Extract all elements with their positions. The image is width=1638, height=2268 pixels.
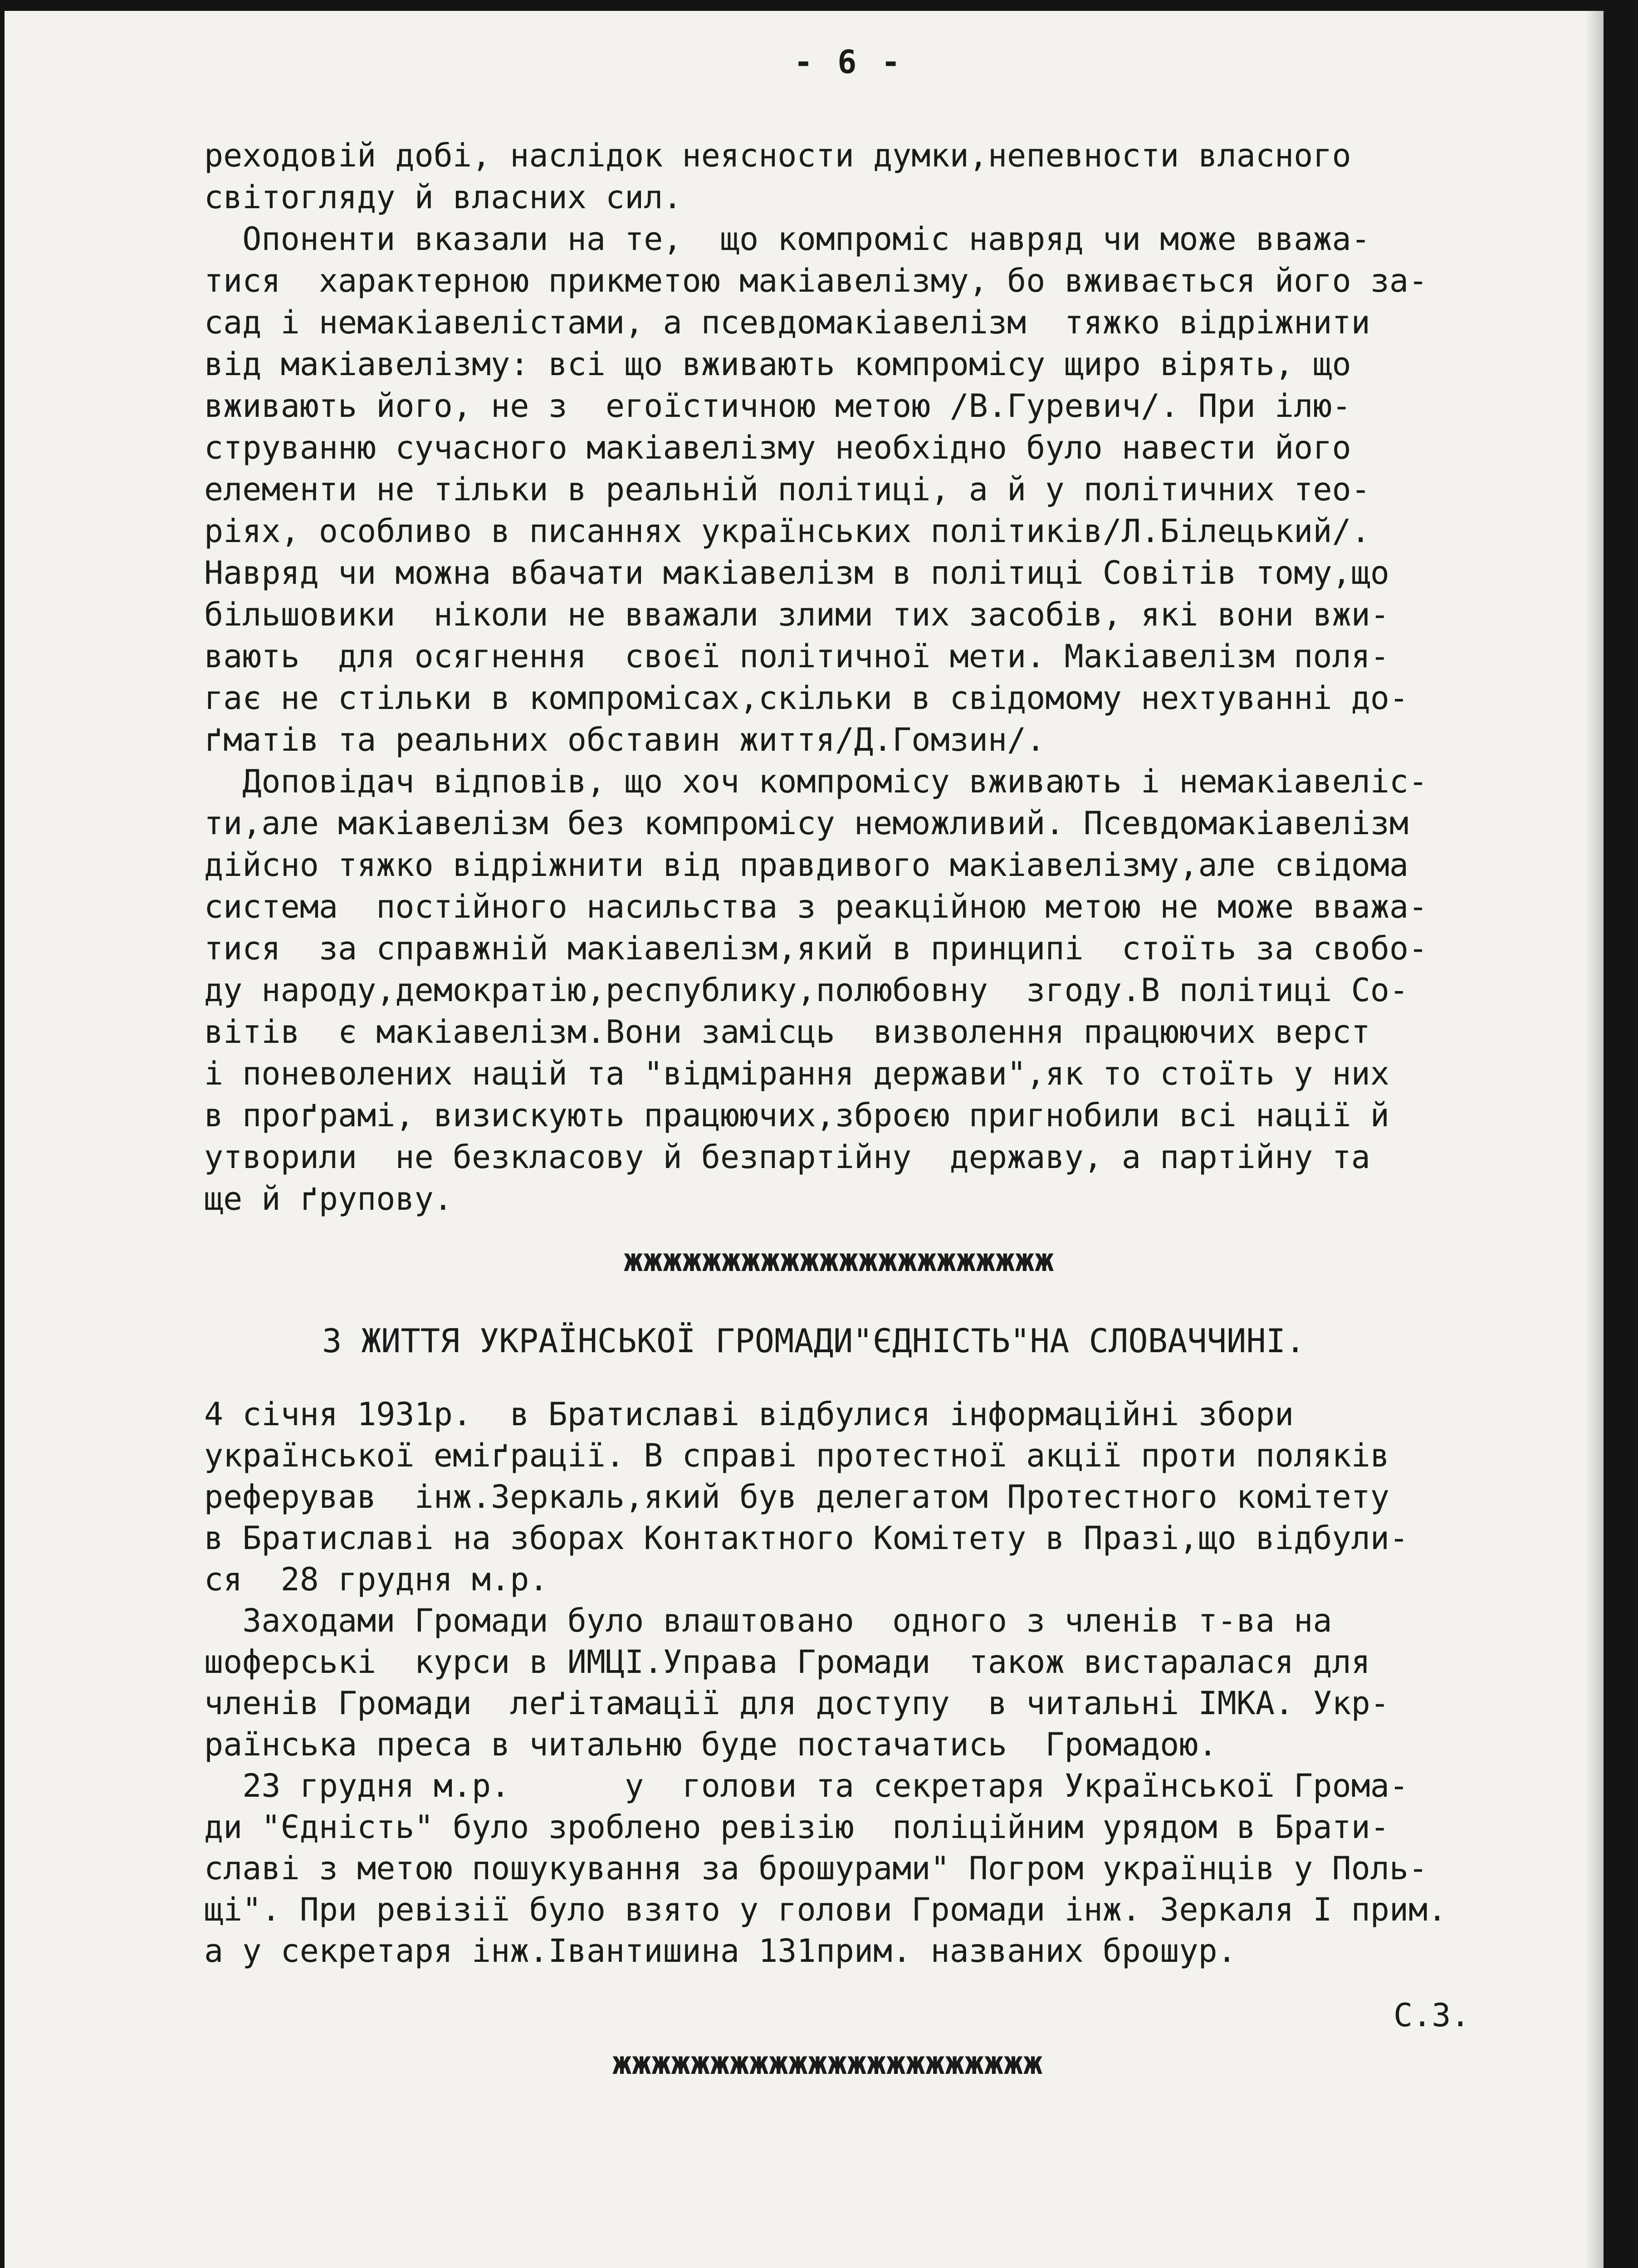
- text-line: 4 січня 1931р. в Братиславі відбулися інформаційні збори: [204, 1396, 1294, 1433]
- text-line: ґматів та реальних обставин життя/Д.Гомзин/.: [204, 721, 1046, 758]
- text-line: ріях, особливо в писаннях українських політиків/Л.Білецький/.: [204, 513, 1370, 550]
- text-line: вживають його, не з егоїстичною метою /В.Гуревич/. При ілю-: [204, 387, 1351, 425]
- text-line: утворили не безкласову й безпартійну державу, а партійну та: [204, 1139, 1370, 1176]
- text-line: і поневолених націй та "відмірання держави",як то стоїть у них: [204, 1055, 1389, 1092]
- text-line: членів Громади леґітамації для доступу в читальні ІМКА. Укр-: [204, 1685, 1389, 1722]
- text-line: від макіавелізму: всі що вживають компромісу щиро вірять, що: [204, 346, 1351, 383]
- text-line: Опоненти вказали на те, що компроміс навряд чи може вважа-: [204, 220, 1370, 258]
- text-line: ще й ґрупову.: [204, 1180, 453, 1217]
- text-line: української еміґрації. В справі протестної акції проти поляків: [204, 1437, 1389, 1474]
- text-line: Доповідач відповів, що хоч компромісу вживають і немакіавеліс-: [204, 763, 1428, 800]
- text-line: ся 28 грудня м.р.: [204, 1561, 548, 1598]
- text-line: реферував інж.Зеркаль,який був делегатом Протестного комітету: [204, 1478, 1389, 1515]
- text-line: в Братиславі на зборах Контактного Комітету в Празі,що відбули-: [204, 1520, 1409, 1557]
- page-number: - 6 -: [794, 44, 903, 81]
- text-line: раїнська преса в читальню буде постачатись Громадою.: [204, 1726, 1217, 1763]
- separator-one: жжжжжжжжжжжжжжжжжжжжжж: [624, 1242, 1055, 1279]
- text-line: Заходами Громади було влаштовано одного з членів т-ва на: [204, 1602, 1332, 1639]
- text-line: шоферські курси в ИМЦІ.Управа Громади також вистаралася для: [204, 1643, 1370, 1681]
- text-line: гає не стільки в компромісах,скільки в свідомому нехтуванні до-: [204, 679, 1409, 717]
- text-line: система постійного насильства з реакційною метою не може вважа-: [204, 888, 1428, 925]
- separator-two: жжжжжжжжжжжжжжжжжжжжжж: [612, 2044, 1043, 2082]
- signature: С.З.: [1394, 1997, 1470, 2034]
- text-line: славі з метою пошукування за брошурами" Погром українців у Поль-: [204, 1850, 1428, 1887]
- article-two-heading: З ЖИТТЯ УКРАЇНСЬКОЇ ГРОМАДИ"ЄДНІСТЬ"НА СЛОВАЧЧИНІ.: [322, 1322, 1306, 1360]
- text-line: а у секретаря інж.Івантишина 131прим. названих брошур.: [204, 1932, 1237, 1970]
- text-line: елементи не тільки в реальній політиці, а й у політичних тео-: [204, 471, 1370, 508]
- text-line: реходовій добі, наслідок неясности думки,непевности власного: [204, 137, 1351, 174]
- text-line: світогляду й власних сил.: [204, 179, 682, 216]
- text-line: сад і немакіавелістами, а псевдомакіавелізм тяжко відріжнити: [204, 304, 1370, 341]
- text-line: ти,але макіавелізм без компромісу неможливий. Псевдомакіавелізм: [204, 805, 1409, 842]
- text-line: більшовики ніколи не вважали злими тих засобів, які вони вжи-: [204, 596, 1389, 633]
- typewritten-page: [5, 11, 1604, 2268]
- text-line: дійсно тяжко відріжнити від правдивого макіавелізму,але свідома: [204, 846, 1409, 884]
- text-line: вають для осягнення своєї політичної мети. Макіавелізм поля-: [204, 638, 1389, 675]
- text-line: вітів є макіавелізм.Вони замісць визволення працюючих верст: [204, 1013, 1370, 1051]
- text-line: тися за справжній макіавелізм,який в принципі стоїть за свобо-: [204, 930, 1428, 967]
- text-line: Навряд чи можна вбачати макіавелізм в політиці Совітів тому,що: [204, 554, 1389, 591]
- text-line: ди "Єдність" було зроблено ревізію поліційним урядом в Брати-: [204, 1809, 1389, 1846]
- text-line: ду народу,демократію,республику,полюбовну згоду.В політиці Со-: [204, 972, 1409, 1009]
- text-line: тися характерною прикметою макіавелізму, бо вживається його за-: [204, 262, 1428, 299]
- text-line: щі". При ревізії було взято у голови Громади інж. Зеркаля I прим.: [204, 1891, 1447, 1928]
- text-line: в проґрамі, визискують працюючих,зброєю пригнобили всі нації й: [204, 1097, 1389, 1134]
- text-line: 23 грудня м.р. у голови та секретаря Української Грома-: [204, 1767, 1409, 1804]
- page-edge-shadow: [1585, 11, 1604, 2268]
- text-line: струванню сучасного макіавелізму необхідно було навести його: [204, 429, 1351, 466]
